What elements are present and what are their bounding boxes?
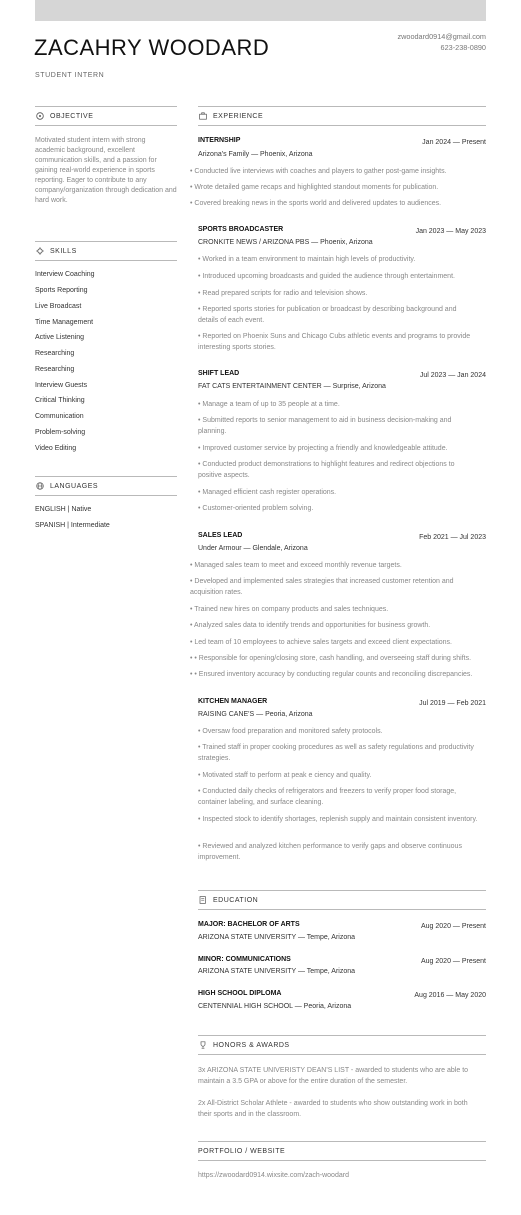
job-bullet: • Analyzed sales data to identify trends and opportunities for business growth.: [190, 622, 431, 629]
experience-heading: [198, 106, 486, 126]
job-bullet: • Read prepared scripts for radio and television shows.: [198, 290, 368, 297]
language-item: ENGLISH | Native: [35, 506, 92, 513]
candidate-name: ZACAHRY WOODARD: [34, 35, 270, 60]
job-title: SHIFT LEAD: [198, 370, 240, 377]
languages-heading: [35, 476, 177, 496]
job-org: FAT CATS ENTERTAINMENT CENTER — Surprise, Arizona: [198, 383, 386, 390]
document-icon: [198, 896, 207, 905]
education-org: CENTENNIAL HIGH SCHOOL — Peoria, Arizona: [198, 1003, 352, 1010]
education-heading-label: EDUCATION: [213, 896, 259, 904]
education-date: Aug 2016 — May 2020: [414, 992, 486, 999]
experience-heading-label: EXPERIENCE: [213, 112, 264, 120]
objective-text: Motivated student intern with strong academic background, excellent communication skills, and a passion for gaining real-world experience in sports reporting. Eager to contribute to any company/organization through dedication and hard work.: [35, 137, 177, 204]
globe-icon: [35, 482, 44, 491]
honor-item: 2x All-District Scholar Athlete - awarded to students who show outstanding work in both their sports and in the classroom.: [198, 1100, 468, 1118]
phone-number: 623-238-0890: [440, 42, 486, 52]
skill-item: Active Listening: [35, 334, 85, 341]
skills-heading-label: SKILLS: [50, 247, 77, 255]
objective-heading-label: OBJECTIVE: [50, 112, 94, 120]
job-org: RAISING CANE'S — Peoria, Arizona: [198, 711, 313, 718]
language-item: SPANISH | Intermediate: [35, 522, 110, 529]
trophy-icon: [198, 1041, 207, 1050]
education-title: MINOR: COMMUNICATIONS: [198, 956, 291, 963]
objective-heading: [35, 106, 177, 126]
education-heading: [198, 890, 486, 910]
job-title: SALES LEAD: [198, 532, 243, 539]
email-link[interactable]: zwoodard0914@gmail.com: [397, 32, 486, 41]
honor-item: 3x ARIZONA STATE UNIVERISTY DEAN'S LIST - awarded to students who are able to maintain a 3.5 GPA or above for the entire duration of the semester.: [198, 1067, 469, 1085]
job-date: Jan 2023 — May 2023: [415, 228, 486, 235]
skill-item: Problem-solving: [35, 429, 86, 436]
job-bullet: • Improved customer service by projecting a friendly and knowledgeable attitude.: [198, 445, 448, 452]
job-bullet: • Oversaw food preparation and monitored safety protocols.: [198, 728, 383, 735]
job-bullet: • Manage a team of up to 35 people at a time.: [198, 401, 340, 408]
job-bullet: • Trained staff in proper cooking procedures as well as safety regulations and productivity strategies.: [198, 744, 474, 762]
honors-heading-label: HONORS & AWARDS: [213, 1041, 290, 1049]
education-title: HIGH SCHOOL DIPLOMA: [198, 990, 282, 997]
skill-item: Time Management: [35, 319, 94, 326]
education-title: MAJOR: BACHELOR OF ARTS: [198, 921, 300, 928]
education-org: ARIZONA STATE UNIVERSITY — Tempe, Arizona: [198, 934, 356, 941]
job-bullet: • Managed sales team to meet and exceed monthly revenue targets.: [190, 562, 402, 569]
job-title: KITCHEN MANAGER: [198, 698, 268, 705]
skill-item: Researching: [35, 366, 75, 373]
honors-heading: [198, 1035, 486, 1055]
top-banner: [35, 0, 486, 21]
job-bullet: • Submitted reports to senior management to aid in business decision-making and planning.: [198, 417, 452, 435]
education-date: Aug 2020 — Present: [421, 923, 486, 930]
job-bullet: • Reported sports stories for publication or broadcast by describing background and details of each event.: [198, 306, 457, 324]
skill-item: Interview Coaching: [35, 271, 95, 278]
job-org: CRONKITE NEWS / ARIZONA PBS — Phoenix, Arizona: [198, 239, 373, 246]
portfolio-heading: [198, 1141, 486, 1161]
skill-item: Sports Reporting: [35, 287, 88, 294]
job-subtitle: STUDENT INTERN: [35, 72, 105, 79]
skill-item: Communication: [35, 413, 84, 420]
skill-item: Interview Guests: [35, 382, 88, 389]
job-bullet: • Inspected stock to identify shortages, replenish supply and maintain consistent inventory.: [198, 816, 478, 823]
portfolio-heading-label: PORTFOLIO / WEBSITE: [198, 1147, 286, 1155]
contact-info: [397, 32, 486, 53]
gear-icon: [35, 247, 44, 256]
job-date: Jul 2023 — Jan 2024: [419, 372, 486, 379]
job-bullet: • Introduced upcoming broadcasts and guided the audience through entertainment.: [198, 273, 455, 280]
job-bullet: • Reported on Phoenix Suns and Chicago Cubs athletic events and programs to provide interesting sports stories.: [198, 333, 471, 351]
education-org: ARIZONA STATE UNIVERSITY — Tempe, Arizona: [198, 968, 356, 975]
job-bullet: • Developed and implemented sales strategies that increased customer retention and acquisition rates.: [190, 578, 454, 596]
languages-heading-label: LANGUAGES: [50, 482, 99, 490]
skill-item: Critical Thinking: [35, 397, 85, 404]
job-bullet: • • Responsible for opening/closing store, cash handling, and overseeing staff during shifts.: [190, 655, 472, 662]
job-bullet: • Customer-oriented problem solving.: [198, 505, 314, 512]
job-bullet: • Trained new hires on company products and sales techniques.: [190, 606, 389, 613]
job-bullet: • Managed efficient cash register operations.: [198, 489, 337, 496]
job-date: Jul 2019 — Feb 2021: [419, 700, 486, 707]
portfolio-link[interactable]: https://zwoodard0914.wixsite.com/zach-woodard: [198, 1172, 349, 1179]
job-date: Feb 2021 — Jul 2023: [419, 534, 486, 541]
job-bullet: • Conducted live interviews with coaches and players to gather post-game insights.: [190, 168, 447, 175]
skills-heading: [35, 241, 177, 261]
briefcase-icon: [198, 112, 207, 121]
skill-item: Video Editing: [35, 445, 77, 452]
job-bullet: • Motivated staff to perform at peak e ciency and quality.: [198, 772, 372, 779]
job-org: Under Armour — Glendale, Arizona: [198, 545, 308, 552]
education-date: Aug 2020 — Present: [421, 958, 486, 965]
job-bullet: • Conducted product demonstrations to highlight features and redirect objections to positive aspects.: [198, 461, 455, 479]
job-bullet: • Covered breaking news in the sports world and delivered updates to audiences.: [190, 200, 442, 207]
job-bullet: • Wrote detailed game recaps and highlighted standout moments for publication.: [190, 184, 439, 191]
job-date: Jan 2024 — Present: [422, 139, 486, 146]
skill-item: Live Broadcast: [35, 303, 82, 310]
job-bullet: • Reviewed and analyzed kitchen performance to verify gaps and observe continuous improvement.: [198, 843, 462, 861]
target-icon: [35, 112, 44, 121]
job-bullet: • • Ensured inventory accuracy by conducting regular counts and reconciling discrepancies.: [190, 671, 473, 678]
job-title: INTERNSHIP: [198, 137, 241, 144]
job-bullet: • Worked in a team environment to maintain high levels of productivity.: [198, 256, 416, 263]
job-bullet: • Conducted daily checks of refrigerators and freezers to verify proper food storage, container labeling, and surface cleaning.: [198, 788, 457, 806]
job-org: Arizona's Family — Phoenix, Arizona: [198, 151, 313, 158]
skill-item: Researching: [35, 350, 75, 357]
job-bullet: • Led team of 10 employees to achieve sales targets and exceed client expectations.: [190, 639, 452, 646]
job-title: SPORTS BROADCASTER: [198, 226, 284, 233]
